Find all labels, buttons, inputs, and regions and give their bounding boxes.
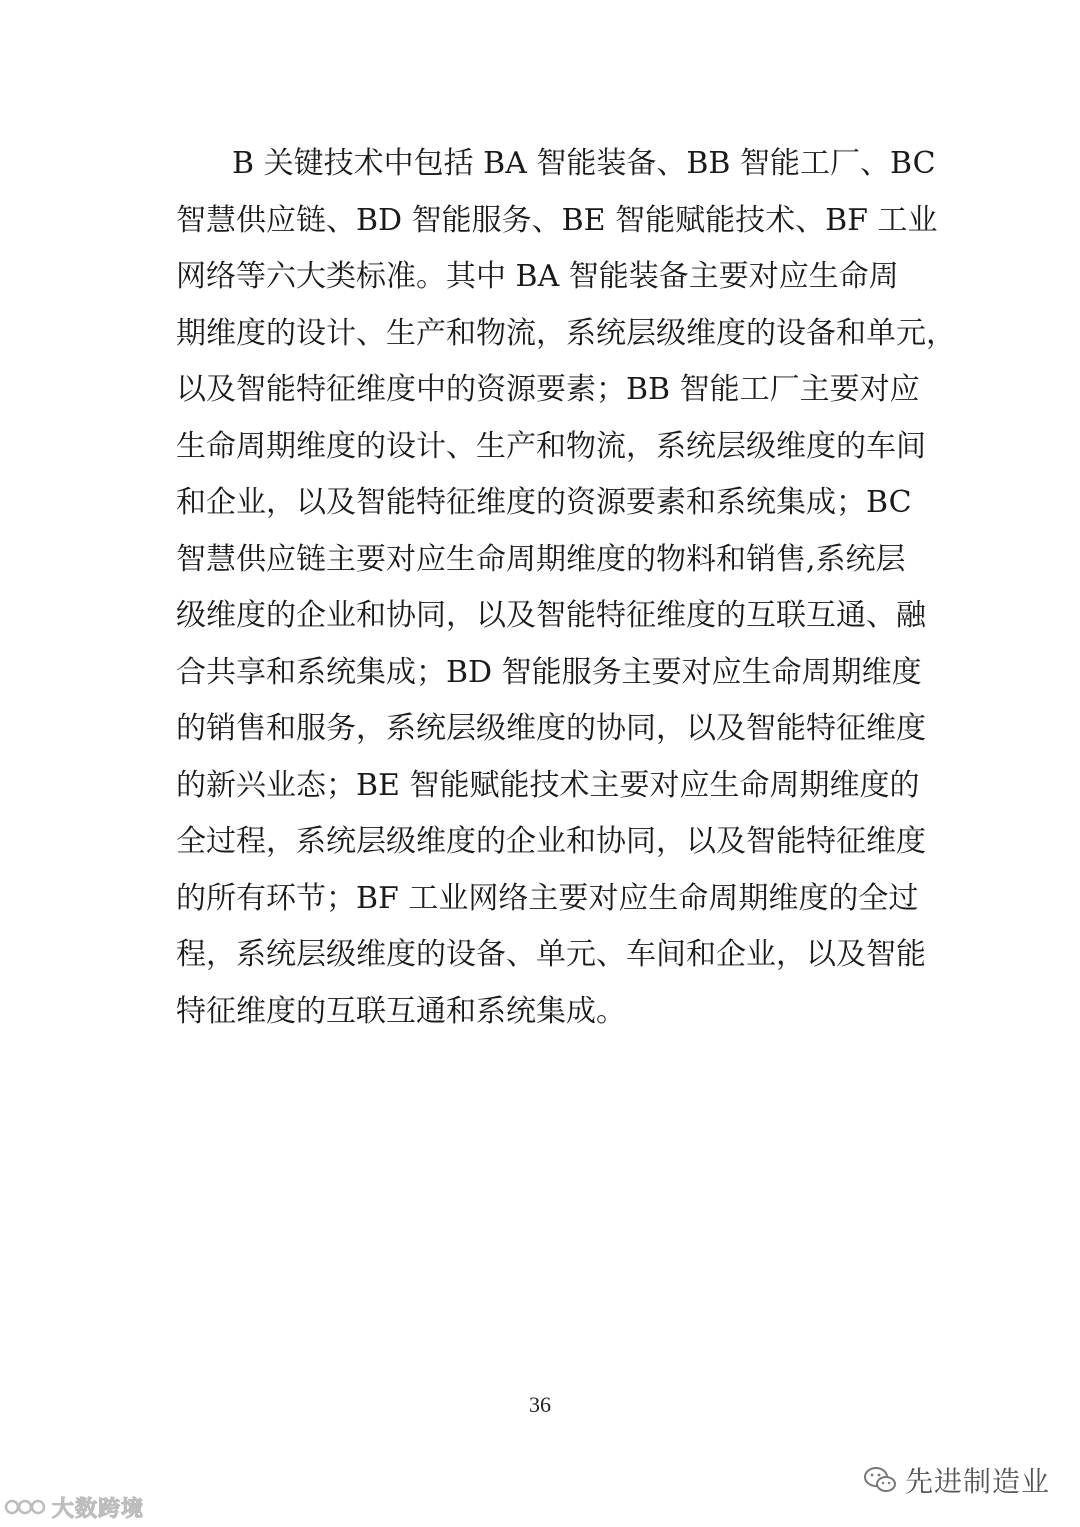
text-line: 全过程，系统层级维度的企业和协同，以及智能特征维度: [176, 824, 926, 859]
text-line: 程，系统层级维度的设备、单元、车间和企业，以及智能: [176, 937, 926, 972]
watermark-right: [863, 1460, 1050, 1500]
body-paragraph: [176, 136, 956, 1040]
text-line: 合共享和系统集成；BD 智能服务主要对应生命周期维度: [176, 654, 922, 690]
text-line: 和企业，以及智能特征维度的资源要素和系统集成；BC: [176, 485, 912, 520]
text-line: 生命周期维度的设计、生产和物流，系统层级维度的车间: [176, 428, 926, 464]
text-line: B 关键技术中包括 BA 智能装备、BB 智能工厂、BC: [232, 146, 936, 181]
text-line: 特征维度的互联互通和系统集成。: [176, 993, 626, 1029]
text-line: 智慧供应链主要对应生命周期维度的物料和销售,系统层: [176, 541, 906, 577]
text-line: 的销售和服务，系统层级维度的协同，以及智能特征维度: [176, 711, 926, 746]
wechat-icon: [863, 1465, 897, 1495]
text-line: 智慧供应链、BD 智能服务、BE 智能赋能技术、BF 工业: [176, 202, 938, 238]
text-line: 以及智能特征维度中的资源要素；BB 智能工厂主要对应: [176, 372, 920, 407]
text-line: 期维度的设计、生产和物流，系统层级维度的设备和单元，: [176, 315, 956, 351]
text-line: 的新兴业态；BE 智能赋能技术主要对应生命周期维度的: [176, 767, 920, 803]
text-line: 的所有环节；BF 工业网络主要对应生命周期维度的全过: [176, 880, 919, 916]
watermark-left-text: 大数跨境: [52, 1496, 145, 1522]
watermark-right-text: 先进制造业: [904, 1465, 1050, 1498]
text-line: 级维度的企业和协同，以及智能特征维度的互联互通、融: [176, 598, 926, 633]
page-number: 36: [529, 1392, 551, 1417]
logo-icon: [4, 1496, 48, 1518]
text-line: 网络等六大类标准。其中 BA 智能装备主要对应生命周: [176, 259, 899, 294]
watermark-left: [4, 1493, 144, 1521]
